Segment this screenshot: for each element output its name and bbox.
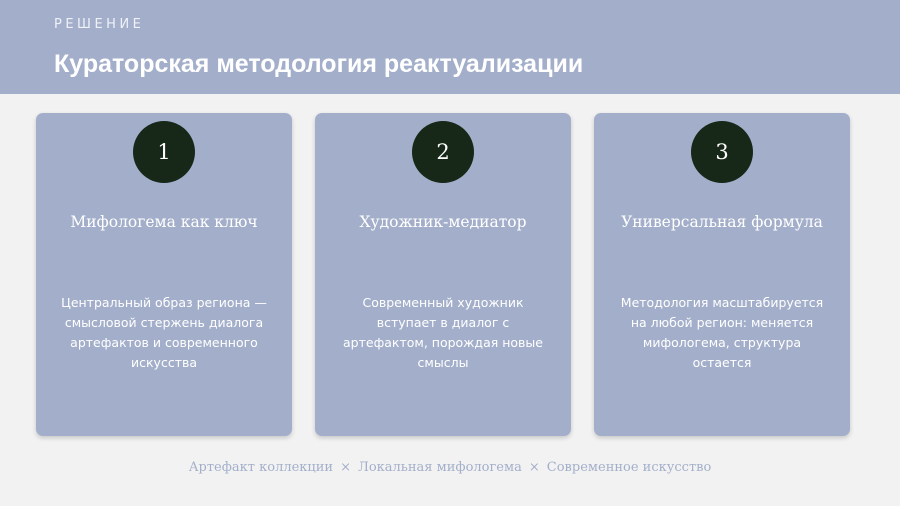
card-title: Универсальная формула [621, 213, 823, 231]
footer-separator: × [340, 460, 351, 475]
header-band [0, 0, 900, 94]
footer-item-contemporary-art: Современное искусство [546, 460, 712, 475]
card-mythologem [36, 113, 292, 436]
card-title: Мифологема как ключ [70, 213, 258, 231]
card-artist-mediator [315, 113, 571, 436]
page-title: Кураторская методология реактуализации [54, 50, 584, 78]
footer-item-artifact: Артефакт коллекции [188, 460, 334, 475]
footer-separator: × [528, 460, 540, 475]
card-description: Центральный образ региона — смысловой стержень диалога артефактов и современного искусства [61, 295, 267, 370]
step-number-badge: 3 [691, 121, 753, 183]
step-number-badge: 1 [133, 121, 195, 183]
footer-item-mythologem: Локальная мифологема [358, 460, 522, 475]
card-description: Современный художник вступает в диалог с артефактом, порождая новые смыслы [343, 295, 543, 370]
formula-footer [0, 460, 900, 475]
card-description: Методология масштабируется на любой регион: меняется мифологема, структура остается [620, 295, 824, 370]
step-number-badge: 2 [412, 121, 474, 183]
section-kicker: РЕШЕНИЕ [54, 17, 145, 32]
card-title: Художник-медиатор [359, 213, 527, 231]
card-universal-formula [594, 113, 850, 436]
